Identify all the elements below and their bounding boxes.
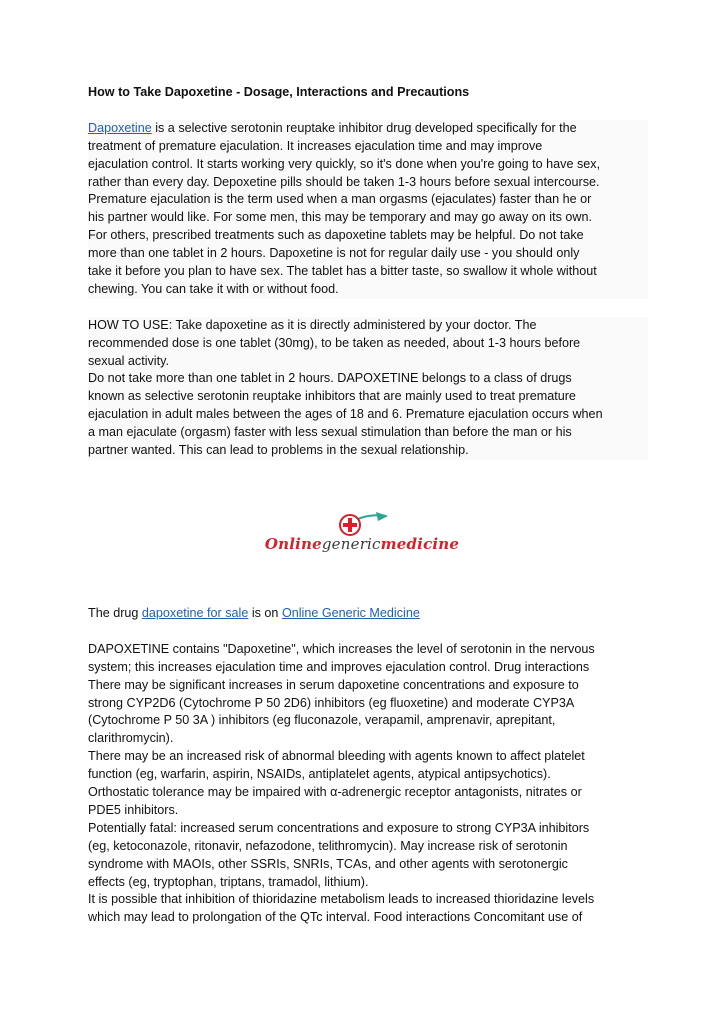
- how-to-use-line-1: recommended dose is one tablet (30mg), to be taken as needed, about 1-3 hours before: [88, 335, 581, 350]
- interactions-line-1: system; this increases ejaculation time and improves ejaculation control. Drug interactions: [88, 659, 590, 674]
- interactions-line-10: Potentially fatal: increased serum concentrations and exposure to strong CYP3A inhibitors: [88, 820, 590, 835]
- page-title: How to Take Dapoxetine - Dosage, Interactions and Precautions: [88, 85, 470, 99]
- how-to-use-line-3: Do not take more than one tablet in 2 hours. DAPOXETINE belongs to a class of drugs: [88, 371, 572, 386]
- intro-line-1: treatment of premature ejaculation. It increases ejaculation time and may improve: [88, 138, 543, 153]
- dapoxetine-for-sale-link[interactable]: dapoxetine for sale: [141, 606, 249, 620]
- document-page: [88, 84, 648, 927]
- how-to-use-paragraph: [88, 317, 648, 460]
- intro-line-5: his partner would like. For some men, this may be temporary and may go away on its own.: [88, 210, 592, 225]
- intro-line-2: ejaculation control. It starts working very quickly, so it's done when you're going to have sex,: [88, 156, 601, 171]
- online-generic-medicine-link[interactable]: Online Generic Medicine: [281, 606, 420, 620]
- interactions-line-8: Orthostatic tolerance may be impaired with α-adrenergic receptor antagonists, nitrates or: [88, 785, 582, 800]
- interactions-line-3: strong CYP2D6 (Cytochrome P 50 2D6) inhibitors (eg fluoxetine) and moderate CYP3A: [88, 695, 575, 710]
- interactions-line-5: clarithromycin).: [88, 731, 174, 746]
- intro-paragraph: [88, 120, 648, 299]
- spacer: [88, 299, 648, 317]
- dapoxetine-link[interactable]: Dapoxetine: [88, 120, 152, 135]
- how-to-use-line-7: partner wanted. This can lead to problems in the sexual relationship.: [88, 443, 469, 458]
- interactions-line-0: DAPOXETINE contains "Dapoxetine", which increases the level of serotonin in the nervous: [88, 641, 595, 656]
- interactions-line-6: There may be an increased risk of abnormal bleeding with agents known to affect platelet: [88, 749, 585, 764]
- intro-line-4: Premature ejaculation is the term used when a man orgasms (ejaculates) faster than he or: [88, 192, 592, 207]
- medical-cross-icon: [264, 508, 460, 538]
- interactions-line-13: effects (eg, tryptophan, triptans, tramadol, lithium).: [88, 874, 369, 889]
- interactions-line-9: PDE5 inhibitors.: [88, 802, 179, 817]
- intro-line-8: take it before you plan to have sex. The tablet has a bitter taste, so swallow it whole without: [88, 264, 597, 279]
- how-to-use-line-6: a man ejaculate (orgasm) faster with less sexual stimulation than before the man or his: [88, 425, 572, 440]
- how-to-use-line-4: known as selective serotonin reuptake inhibitors that are mainly used to treat premature: [88, 389, 576, 404]
- interactions-line-15: which may lead to prolongation of the QTc interval. Food interactions Concomitant use of: [88, 910, 583, 925]
- logo-text: Onlinegenericmedicine: [264, 535, 460, 553]
- interactions-paragraph: [88, 641, 648, 928]
- logo-area: [88, 460, 648, 605]
- interactions-line-14: It is possible that inhibition of thioridazine metabolism leads to increased thioridazine levels: [88, 892, 595, 907]
- intro-line-7: more than one tablet in 2 hours. Dapoxetine is not for regular daily use - you should only: [88, 246, 580, 261]
- how-to-use-line-2: sexual activity.: [88, 353, 169, 368]
- intro-line-6: For others, prescribed treatments such as dapoxetine tablets may be helpful. Do not take: [88, 228, 584, 243]
- interactions-line-12: syndrome with MAOIs, other SSRIs, SNRIs, TCAs, and other agents with serotonergic: [88, 856, 568, 871]
- interactions-line-4: (Cytochrome P 50 3A ) inhibitors (eg fluconazole, verapamil, amprenavir, aprepitant,: [88, 713, 556, 728]
- how-to-use-line-5: ejaculation in adult males between the ages of 18 and 6. Premature ejaculation occurs when: [88, 407, 603, 422]
- interactions-line-7: function (eg, warfarin, aspirin, NSAIDs, antiplatelet agents, atypical antipsychotics).: [88, 767, 551, 782]
- online-generic-medicine-logo: [264, 508, 460, 564]
- sale-line: The drug dapoxetine for sale is on Online Generic Medicine: [88, 606, 420, 620]
- intro-line-9: chewing. You can take it with or without food.: [88, 281, 339, 296]
- spacer: [88, 623, 648, 641]
- how-to-use-line-0: HOW TO USE: Take dapoxetine as it is directly administered by your doctor. The: [88, 317, 537, 332]
- intro-line-3: rather than every day. Depoxetine pills should be taken 1-3 hours before sexual intercourse.: [88, 174, 600, 189]
- interactions-line-11: (eg, ketoconazole, ritonavir, nefazodone, telithromycin). May increase risk of serotonin: [88, 838, 568, 853]
- intro-line-0: Dapoxetine is a selective serotonin reuptake inhibitor drug developed specifically for the: [88, 120, 577, 135]
- interactions-line-2: There may be significant increases in serum dapoxetine concentrations and exposure to: [88, 677, 579, 692]
